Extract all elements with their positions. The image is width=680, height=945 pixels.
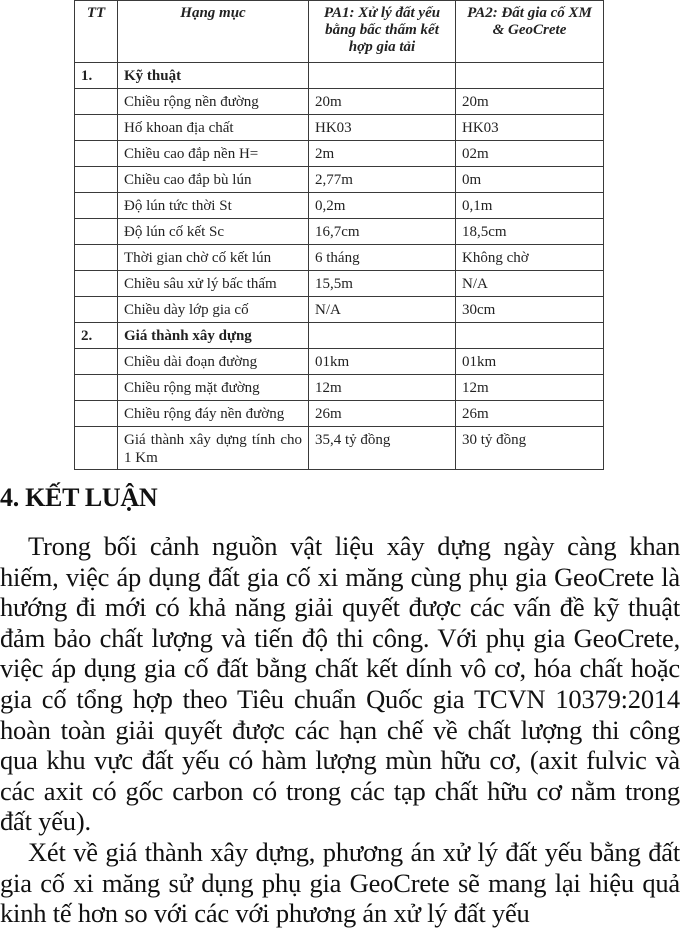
row-pa2: 30cm [456, 297, 604, 323]
empty-cell [75, 349, 118, 375]
table-row [75, 245, 604, 271]
empty-cell [75, 219, 118, 245]
row-pa1: 26m [309, 401, 456, 427]
row-item: Thời gian chờ cố kết lún [118, 245, 309, 271]
row-item: Giá thành xây dựng tính cho 1 Km [118, 427, 309, 470]
row-item: Chiều rộng đáy nền đường [118, 401, 309, 427]
row-item: Độ lún tức thời St [118, 193, 309, 219]
empty-cell [75, 141, 118, 167]
header-pa2: PA2: Đất gia cố XM & GeoCrete [456, 1, 604, 63]
empty-cell [309, 63, 456, 89]
row-pa1: 20m [309, 89, 456, 115]
row-pa2: 30 tỷ đồng [456, 427, 604, 470]
row-pa1: N/A [309, 297, 456, 323]
row-item: Chiều sâu xử lý bấc thấm [118, 271, 309, 297]
row-item: Chiều dài đoạn đường [118, 349, 309, 375]
header-pa1: PA1: Xử lý đất yếu bằng bấc thấm kết hợp gia tải [309, 1, 456, 63]
row-pa2: 02m [456, 141, 604, 167]
table-row [75, 219, 604, 245]
table-row [75, 89, 604, 115]
row-item: Hố khoan địa chất [118, 115, 309, 141]
row-pa2: 0m [456, 167, 604, 193]
conclusion-paragraph-2: Xét về giá thành xây dựng, phương án xử lý đất yếu bằng đất gia cố xi măng sử dụng phụ gia GeoCrete sẽ mang lại hiệu quả kinh tế hơn so với các với phương án xử lý đất yếu [0, 837, 680, 929]
empty-cell [75, 401, 118, 427]
empty-cell [75, 375, 118, 401]
section-heading: 4. KẾT LUẬN [0, 483, 158, 512]
empty-cell [75, 245, 118, 271]
row-item: Chiều rộng nền đường [118, 89, 309, 115]
header-tt: TT [75, 1, 118, 63]
table-row [75, 141, 604, 167]
table-row [75, 427, 604, 470]
header-item: Hạng mục [118, 1, 309, 63]
table-row [75, 401, 604, 427]
row-pa1: 01km [309, 349, 456, 375]
empty-cell [75, 115, 118, 141]
row-pa1: 0,2m [309, 193, 456, 219]
row-item: Chiều cao đắp bù lún [118, 167, 309, 193]
empty-cell [75, 427, 118, 470]
section-number: 1. [75, 63, 118, 89]
row-item: Chiều dày lớp gia cố [118, 297, 309, 323]
table-row [75, 271, 604, 297]
section-title: Giá thành xây dựng [118, 323, 309, 349]
empty-cell [75, 297, 118, 323]
comparison-table-container [74, 0, 603, 470]
row-pa1: HK03 [309, 115, 456, 141]
empty-cell [75, 193, 118, 219]
row-pa1: 15,5m [309, 271, 456, 297]
section-row-cost [75, 323, 604, 349]
row-item: Chiều cao đắp nền H= [118, 141, 309, 167]
empty-cell [75, 271, 118, 297]
empty-cell [456, 323, 604, 349]
table-row [75, 349, 604, 375]
empty-cell [75, 89, 118, 115]
row-pa1: 12m [309, 375, 456, 401]
row-pa2: 26m [456, 401, 604, 427]
row-pa1: 2,77m [309, 167, 456, 193]
row-pa2: 18,5cm [456, 219, 604, 245]
section-number: 2. [75, 323, 118, 349]
empty-cell [75, 167, 118, 193]
conclusion-paragraph-1: Trong bối cảnh nguồn vật liệu xây dựng ngày càng khan hiếm, việc áp dụng đất gia cố xi măng cùng phụ gia GeoCrete là hướng đi mới có khả năng giải quyết được các vấn đề kỹ thuật đảm bảo chất lượng và tiến độ thi công. Với phụ gia GeoCrete, việc áp dụng gia cố đất bằng chất kết dính vô cơ, hóa chất hoặc gia cố tổng hợp theo Tiêu chuẩn Quốc gia TCVN 10379:2014 hoàn toàn giải quyết được các hạn chế về chất lượng thi công qua khu vực đất yếu có hàm lượng mùn hữu cơ, (axit fulvic và các axit có gốc carbon có trong các tạp chất hữu cơ nằm trong đất yếu). [0, 531, 680, 837]
row-pa2: 0,1m [456, 193, 604, 219]
table-row [75, 115, 604, 141]
row-pa1: 16,7cm [309, 219, 456, 245]
table-header-row [75, 1, 604, 63]
row-pa1: 6 tháng [309, 245, 456, 271]
section-row-technical [75, 63, 604, 89]
table-row [75, 167, 604, 193]
comparison-table [74, 0, 604, 470]
row-pa2: N/A [456, 271, 604, 297]
row-pa2: Không chờ [456, 245, 604, 271]
table-row [75, 193, 604, 219]
table-row [75, 297, 604, 323]
row-pa2: 01km [456, 349, 604, 375]
row-pa1: 35,4 tỷ đồng [309, 427, 456, 470]
row-pa2: HK03 [456, 115, 604, 141]
row-pa1: 2m [309, 141, 456, 167]
table-row [75, 375, 604, 401]
empty-cell [309, 323, 456, 349]
empty-cell [456, 63, 604, 89]
row-item: Độ lún cố kết Sc [118, 219, 309, 245]
row-pa2: 20m [456, 89, 604, 115]
row-item: Chiều rộng mặt đường [118, 375, 309, 401]
section-title: Kỹ thuật [118, 63, 309, 89]
row-pa2: 12m [456, 375, 604, 401]
